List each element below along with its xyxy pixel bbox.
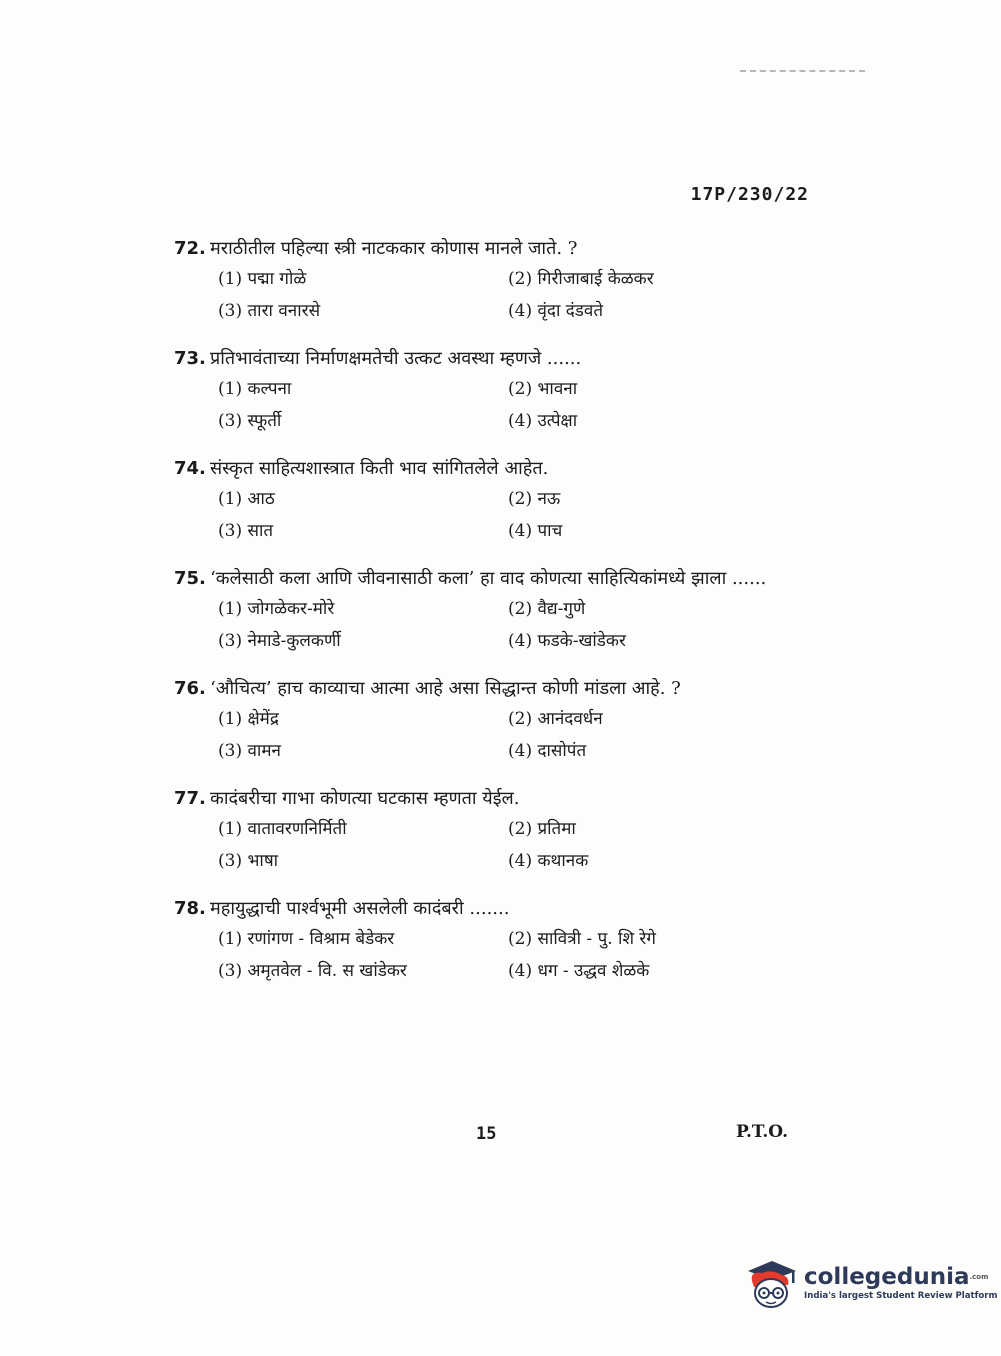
- question-text: मराठीतील पहिल्या स्त्री नाटककार कोणास मानले जाते. ?: [210, 238, 578, 259]
- option-4: (4) पाच: [508, 521, 563, 541]
- option-3: (3) अमृतवेल - वि. स खांडेकर: [218, 961, 407, 981]
- option-4: (4) धग - उद्धव शेळके: [508, 961, 650, 981]
- paper-code: 17P/230/22: [690, 184, 809, 205]
- options: [218, 926, 814, 984]
- question-72: [174, 236, 814, 324]
- option-3: (3) भाषा: [218, 851, 279, 871]
- option-2: (2) भावना: [508, 379, 578, 399]
- options: [218, 706, 814, 764]
- question-text: महायुद्धाची पार्श्वभूमी असलेली कादंबरी .......: [210, 898, 510, 919]
- mascot-icon: [742, 1253, 800, 1313]
- option-2: (2) वैद्य-गुणे: [508, 599, 586, 619]
- question-text: कादंबरीचा गाभा कोणत्या घटकास म्हणता येईल.: [210, 788, 520, 809]
- logo-name: collegedunia: [804, 1264, 970, 1290]
- page-number: 15: [476, 1124, 497, 1144]
- question-text: ‘औचित्य’ हाच काव्याचा आत्मा आहे असा सिद्धान्त कोणी मांडला आहे. ?: [210, 678, 681, 699]
- options: [218, 376, 814, 434]
- options: [218, 266, 814, 324]
- logo-suffix: .com: [969, 1273, 989, 1281]
- option-1: (1) जोगळेकर-मोरे: [218, 599, 335, 619]
- option-2: (2) आनंदवर्धन: [508, 709, 603, 729]
- question-number: 76.: [174, 678, 206, 699]
- scan-artifact-mark: [740, 70, 865, 76]
- options: [218, 486, 814, 544]
- option-2: (2) नऊ: [508, 489, 561, 509]
- option-1: (1) क्षेमेंद्र: [218, 709, 279, 729]
- option-1: (1) वातावरणनिर्मिती: [218, 819, 347, 839]
- question-number: 78.: [174, 898, 206, 919]
- question-76: [174, 676, 814, 764]
- option-3: (3) स्फूर्ती: [218, 411, 282, 431]
- question-75: [174, 566, 814, 654]
- question-list: [174, 236, 814, 1006]
- question-number: 77.: [174, 788, 206, 809]
- question-73: [174, 346, 814, 434]
- question-text: संस्कृत साहित्यशास्त्रात किती भाव सांगितलेले आहेत.: [210, 458, 549, 479]
- logo-tagline: India's largest Student Review Platform: [804, 1291, 998, 1301]
- question-text: ‘कलेसाठी कला आणि जीवनासाठी कला’ हा वाद कोणत्या साहित्यिकांमध्ये झाला ......: [210, 568, 767, 589]
- option-2: (2) गिरीजाबाई केळकर: [508, 269, 654, 289]
- question-number: 72.: [174, 238, 206, 259]
- question-text: प्रतिभावंताच्या निर्माणक्षमतेची उत्कट अवस्था म्हणजे ......: [210, 348, 582, 369]
- option-4: (4) फडके-खांडेकर: [508, 631, 626, 651]
- option-4: (4) दासोपंत: [508, 741, 587, 761]
- option-2: (2) सावित्री - पु. शि रेगे: [508, 929, 656, 949]
- pto-label: P.T.O.: [736, 1122, 788, 1142]
- question-77: [174, 786, 814, 874]
- question-number: 75.: [174, 568, 206, 589]
- option-4: (4) वृंदा दंडवते: [508, 301, 604, 321]
- option-4: (4) कथानक: [508, 851, 589, 871]
- question-78: [174, 896, 814, 984]
- question-number: 74.: [174, 458, 206, 479]
- option-3: (3) नेमाडे-कुलकर्णी: [218, 631, 341, 651]
- question-74: [174, 456, 814, 544]
- option-3: (3) सात: [218, 521, 274, 541]
- collegedunia-logo: [742, 1252, 998, 1314]
- option-1: (1) कल्पना: [218, 379, 292, 399]
- options: [218, 596, 814, 654]
- option-3: (3) वामन: [218, 741, 281, 761]
- option-4: (4) उत्पेक्षा: [508, 411, 578, 431]
- option-1: (1) आठ: [218, 489, 275, 509]
- option-2: (2) प्रतिमा: [508, 819, 576, 839]
- option-1: (1) रणांगण - विश्राम बेडेकर: [218, 929, 395, 949]
- option-1: (1) पद्मा गोळे: [218, 269, 307, 289]
- options: [218, 816, 814, 874]
- option-3: (3) तारा वनारसे: [218, 301, 321, 321]
- question-number: 73.: [174, 348, 206, 369]
